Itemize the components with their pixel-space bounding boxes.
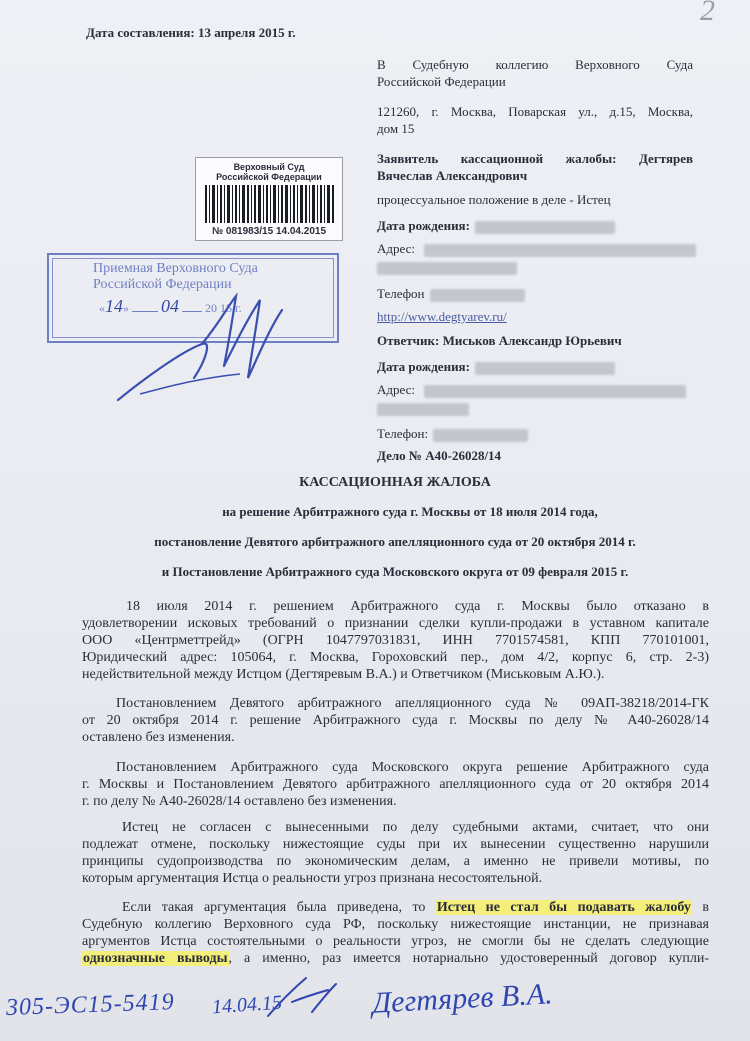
barcode-icon [203,185,335,223]
applicant-dob-row [377,217,615,234]
paragraph-4-line: подлежат отмене, поскольку нижестоящие суды при их вынесении существенно нарушили [82,837,709,852]
stamp-date-month: 04 [161,296,179,316]
paragraph-5 [82,899,709,967]
applicant-address-label: Адрес: [377,241,415,256]
respondent-address-row [377,381,686,398]
addressee-address-line-2: дом 15 [377,121,415,136]
paragraph-4-line: Истец не согласен с вынесенными по делу судебными актами, считает, что они [122,820,709,835]
corner-page-mark: 2 [700,0,715,27]
paragraph-5-line-1: Если такая аргументация была приведена, то Истец не стал бы подавать жалобу в [122,900,709,915]
applicant-phone-row [377,285,525,302]
paragraph-4 [82,819,709,887]
paragraph-3 [82,759,709,810]
case-number: Дело № А40-26028/14 [377,448,502,463]
redacted-phone [430,289,525,302]
applicant-label-line-1: Заявитель кассационной жалобы: Дегтярев [377,151,693,166]
paragraph-1 [82,598,709,683]
barcode-title-2: Российской Федерации [216,172,322,182]
addressee-block [377,56,693,137]
highlighted-phrase: Истец не стал бы подавать жалобу [436,900,691,915]
redacted-address-2 [377,262,517,275]
paragraph-4-line: принципы судопроизводства по экономическим делам, а именно не привели мотивы, по [82,854,709,869]
respondent-address-label: Адрес: [377,382,415,397]
redacted-respondent-address [424,385,686,398]
paragraph-5-line-2: Судебную коллегию Верховного суда РФ, поскольку нижестоящие инстанции, не признавая [82,917,709,932]
paragraph-1-line: 18 июля 2014 г. решением Арбитражного суда г. Москвы было отказано в [126,599,709,614]
handwritten-reg-number: 305-ЭС15-5419 [5,989,176,1021]
paragraph-1-line: удовлетворении исковых требований о признании сделки купли-продажи в уставном капитале [82,616,709,631]
applicant-phone-label: Телефон [377,286,425,301]
paragraph-3-line: г. Москвы и Постановлением Девятого арбитражного апелляционного суда от 20 октября 2014 [82,777,709,792]
respondent-address-row-2 [377,400,469,418]
addressee-address-line-1: 121260, г. Москва, Поварская ул., д.15, Москва, [377,104,693,119]
respondent-dob-label: Дата рождения: [377,359,470,374]
compilation-date: Дата составления: 13 апреля 2015 г. [86,25,296,40]
paragraph-1-line: ООО «Центрметтрейд» (ОГРН 1047797031831, ИНН 7701574581, КПП 770101001, [82,633,709,648]
paragraph-1-line: Юридический адрес: 105064, г. Москва, Гороховский пер., дом 4/2, корпус 6, стр. 2-3) [82,650,709,665]
applicant-address-row-2 [377,259,517,277]
respondent-label: Ответчик: Миськов Александр Юрьевич [377,333,622,348]
handwritten-signature-name: Дегтярев В.А. [371,977,554,1020]
paragraph-1-line: недействительной между Истцом (Дегтяревым В.А.) и Ответчиком (Миськовым А.Ю.). [82,667,605,682]
applicant-website-link[interactable]: http://www.degtyarev.ru/ [377,309,507,324]
redacted-respondent-phone [433,429,528,442]
stamp-date-row: «14» 04 20 15 г. [99,296,242,316]
signature-icon [110,282,290,412]
respondent-phone-label: Телефон: [377,426,429,441]
barcode-title-1: Верховный Суд [233,162,305,172]
paragraph-5-line-3: аргументов Истца состоятельными о реальности угроз, не смогли бы не сделать следующие [82,934,709,949]
paragraph-5-line-4: однозначные выводы, а именно, раз имеется нотариально удостоверенный договор купли- [83,951,709,966]
redacted-respondent-address-2 [377,403,469,416]
paragraph-2 [82,695,709,746]
highlighted-phrase: однозначные выводы [83,951,228,966]
paragraph-3-line: Постановлением Арбитражного суда Московского округа решение Арбитражного суда [116,760,709,775]
stamp-line-1: Приемная Верховного Суда [93,261,258,276]
paragraph-4-line: которым аргументация Истца о реальности угроз признана несостоятельной. [82,871,543,886]
stamp-date-day: 14 [105,296,123,316]
paragraph-2-line: оставлено без изменения. [82,730,235,745]
respondent-phone-row [377,425,528,442]
addressee-line-1: В Судебную коллегию Верховного Суда [377,57,693,72]
addressee-line-2: Российской Федерации [377,74,506,89]
redacted-address [424,244,696,257]
redacted-respondent-dob [475,362,615,375]
handwritten-initials-icon [262,972,342,1022]
document-subtitle-3: и Постановление Арбитражного суда Московского округа от 09 февраля 2015 г. [161,564,629,579]
paragraph-2-line: Постановлением Девятого арбитражного апелляционного суда № 09АП-38218/2014-ГК [116,696,709,711]
applicant-position: процессуальное положение в деле - Истец [377,192,611,207]
stamp-line-2: Российской Федерации [93,277,232,292]
document-title: КАССАЦИОННАЯ ЖАЛОБА [299,475,491,490]
document-subtitle-1: на решение Арбитражного суда г. Москвы от 18 июля 2014 года, [222,504,598,519]
paragraph-2-line: от 20 октября 2014 г. решение Арбитражного суда г. Москвы по делу № А40-26028/14 [82,713,709,728]
barcode-sticker [195,157,343,241]
handwritten-date: 14.04.15 [211,991,283,1019]
paragraph-3-line: г. по делу № А40-26028/14 оставлено без изменения. [82,794,397,809]
stamp-date-year: 20 15 [205,301,232,315]
applicant-dob-label: Дата рождения: [377,218,470,233]
respondent-dob-row [377,358,615,375]
redacted-dob [475,221,615,234]
applicant-label-line-2: Вячеслав Александрович [377,168,528,183]
barcode-number: № 081983/15 14.04.2015 [211,226,327,237]
applicant-address-row [377,240,696,257]
document-subtitle-2: постановление Девятого арбитражного апелляционного суда от 20 октября 2014 г. [154,534,636,549]
